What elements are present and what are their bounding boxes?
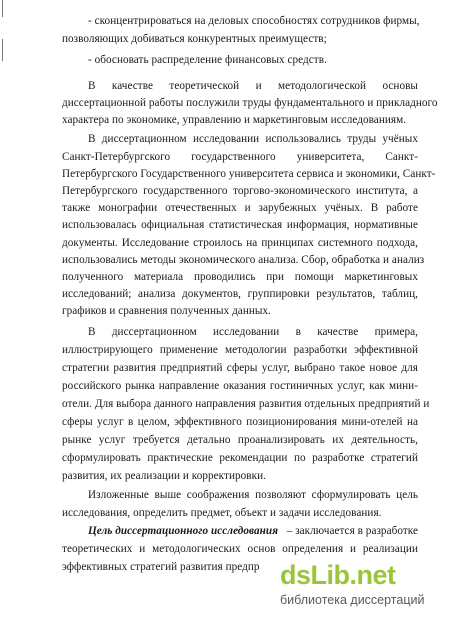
text-line: исследования, определить предмет, объект и задачи исследования. [62, 507, 382, 519]
text-line: исследований; анализа документов, группировки результатов, таблиц, [62, 288, 418, 300]
text-line: – заключается в разработке [286, 525, 418, 537]
text-line: характера по экономике, управлению и маркетинговым исследованиям. [62, 114, 407, 126]
text-line-bold-heading: Цель диссертационного исследования [88, 525, 279, 537]
text-line: отели. Для выбора данного направления развития отдельных предприятий и [62, 398, 430, 410]
text-line: - обосновать распределение финансовых средств. [88, 54, 327, 66]
scan-artifact [2, 0, 3, 17]
watermark [274, 559, 444, 611]
text-line: Изложенные выше соображения позволяют сформулировать цель [88, 489, 418, 501]
text-line: теоретических и методологических основ определения и реализации [62, 543, 418, 555]
text-line: иллюстрирующего применение методологии разработки эффективной [62, 344, 418, 356]
text-line: В диссертационном исследовании в качестве примера, [88, 326, 418, 338]
text-line: - сконцентрироваться на деловых способностях сотрудников фирмы, [88, 15, 420, 27]
text-line: развития, их реализации и корректировки. [62, 470, 266, 482]
text-line: российского рынка направление оказания гостиничных услуг, как мини- [62, 380, 418, 392]
text-line: В качестве теоретической и методологической основы [88, 80, 418, 92]
watermark-logo: dsLib.net [280, 560, 396, 590]
text-line: сферы услуг в целом, эффективного позиционирования мини-отелей на [62, 416, 418, 428]
scan-artifact [2, 39, 3, 61]
text-line: рынке услуг требуется детально проанализировать их деятельность, [62, 434, 418, 446]
text-line: диссертационной работы послужили труды фундаментального и прикладного [62, 97, 438, 109]
watermark-subtitle: библиотека диссертаций [280, 593, 425, 607]
text-line: сформулировать практические рекомендации по разработке стратегий [62, 452, 418, 464]
text-line: В диссертационном исследовании использовались труды учёных [88, 133, 418, 145]
text-line: графиков и сравнения полученных данных. [62, 305, 271, 317]
text-line: эффективных стратегий развития предпр [62, 561, 260, 573]
text-line: полученного материала проводились при помощи маркетинговых [62, 271, 418, 283]
text-line: также монографии отечественных и зарубежных учёных. В работе [62, 202, 418, 214]
text-line: Петербургского государственного торгово-экономического института, а [62, 185, 418, 197]
text-line: Санкт-Петербургского государственного университета, Санкт- [62, 151, 418, 163]
text-line: Петербургского Государственного университета сервиса и экономики, Санкт- [62, 168, 436, 180]
text-line: стратегии развития предприятий сферы услуг, выбрано такое новое для [62, 362, 418, 374]
text-line: использовались методы экономического анализа. Сбор, обработка и анализ [62, 254, 425, 266]
text-line: использовалась официальная статистическая информация, нормативные [62, 219, 418, 231]
text-line: документы. Исследование строилось на принципах системного подхода, [62, 237, 418, 249]
text-line: позволяющих добиваться конкурентных преимуществ; [62, 33, 327, 45]
